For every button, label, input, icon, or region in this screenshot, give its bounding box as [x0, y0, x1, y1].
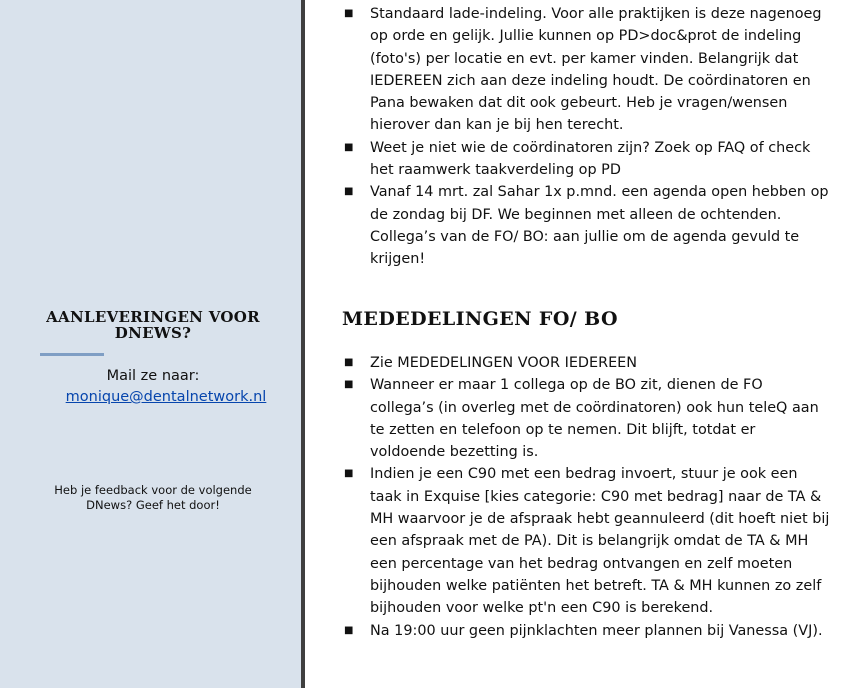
email-link[interactable]: monique@dentalnetwork.nl — [65, 389, 267, 405]
list-item — [342, 463, 830, 619]
list-item-text: Standaard lade-indeling. Voor alle praktijken is deze nagenoeg op orde en gelijk. Jullie kunnen op PD>doc&prot de indeling (foto's) per locatie en evt. per kamer vinden. Belangrijk dat IEDEREEN zich aan deze indeling houdt. De coördinatoren en Pana bewaken dat dit ook gebeurt. Heb je vragen/wensen hierover dan kan je bij hen terecht. — [370, 6, 822, 134]
square-bullet-icon: ■ — [344, 141, 354, 153]
square-bullet-icon: ■ — [344, 379, 354, 391]
list-item — [342, 374, 830, 463]
square-bullet-icon: ■ — [344, 624, 354, 636]
square-bullet-icon: ■ — [344, 468, 354, 480]
bottom-bullet-list — [342, 352, 830, 642]
list-item — [342, 620, 830, 642]
main-content — [305, 0, 868, 688]
list-item-text: Indien je een C90 met een bedrag invoert, stuur je ook een taak in Exquise [kies categorie: C90 met bedrag] naar de TA & MH waarvoor je de afspraak hebt geannuleerd (dit hoeft niet bij een afspraak met de PA). Dit is belangrijk omdat de TA & MH een percentage van het bedrag ontvangen en zelf moeten bijhouden welke patiënten het betreft. TA & MH kunnen zo zelf bijhouden voor welke pt'n een C90 is berekend. — [370, 466, 830, 617]
list-item — [342, 181, 830, 270]
list-item-text: Na 19:00 uur geen pijnklachten meer plannen bij Vanessa (VJ). — [370, 622, 823, 639]
sidebar-title: AANLEVERINGEN VOOR DNEWS? — [46, 308, 260, 342]
list-item — [342, 137, 830, 182]
list-item — [342, 3, 830, 137]
list-item-text: Vanaf 14 mrt. zal Sahar 1x p.mnd. een agenda open hebben op de zondag bij DF. We beginnen met alleen de ochtenden. Collega’s van de FO/ BO: aan jullie om de agenda gevuld te krijgen! — [370, 184, 829, 268]
sidebar-accent-rule — [40, 353, 104, 356]
list-item-text: Weet je niet wie de coördinatoren zijn? Zoek op FAQ of check het raamwerk taakverdeling op PD — [370, 139, 811, 179]
section-heading: MEDEDELINGEN FO/ BO — [342, 308, 618, 330]
sidebar — [0, 0, 301, 688]
mail-label: Mail ze naar: — [106, 368, 200, 384]
feedback-note: Heb je feedback voor de volgende DNews? Geef het door! — [54, 483, 252, 512]
square-bullet-icon: ■ — [344, 8, 354, 19]
square-bullet-icon: ■ — [344, 186, 354, 198]
list-item — [342, 352, 830, 374]
list-item-text: Wanneer er maar 1 collega op de BO zit, dienen de FO collega’s (in overleg met de coördinatoren) ook hun teleQ aan te zetten en telefoon op te nemen. Dit blijft, totdat er voldoende bezetting is. — [370, 377, 819, 461]
top-bullet-list — [342, 3, 830, 271]
square-bullet-icon: ■ — [344, 357, 354, 368]
list-item-text: Zie MEDEDELINGEN VOOR IEDEREEN — [370, 355, 638, 371]
sidebar-mail-block — [30, 366, 276, 408]
